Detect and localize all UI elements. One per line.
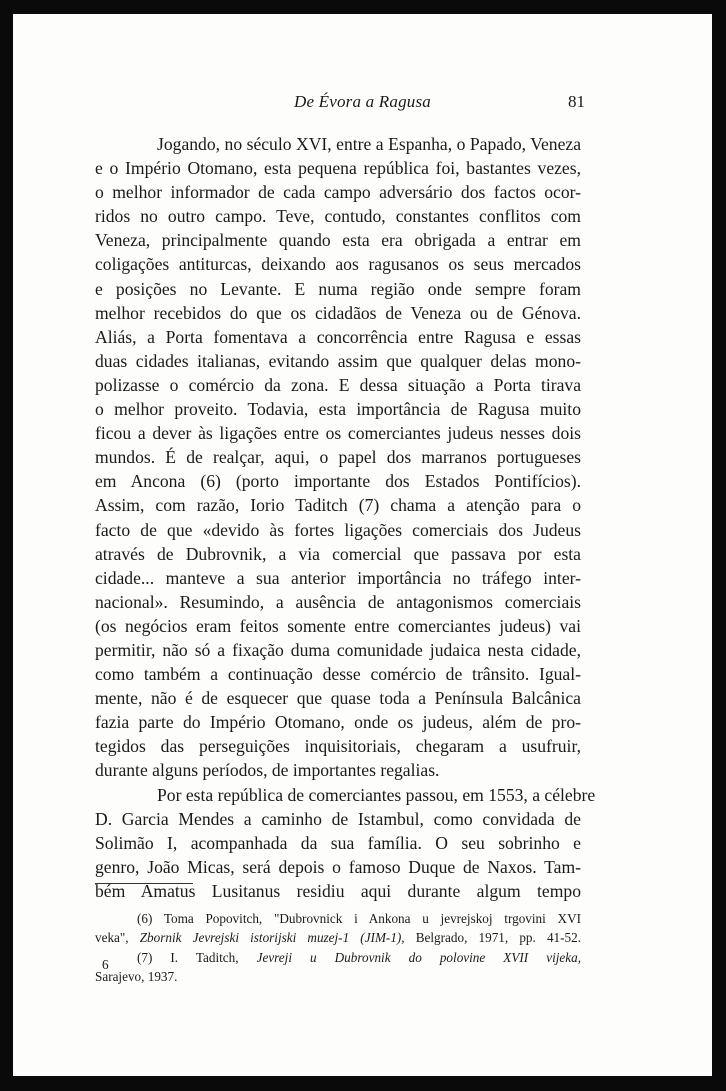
page-number: 81 [568,92,585,111]
text-line: o melhor proveito. Todavia, esta importância de Ragusa muito [95,399,581,420]
book-page [13,14,712,1076]
text-line: facto de que «devido às fortes ligações comerciais dos Judeus [95,519,581,540]
footnote-7-line: Sarajevo, 1937. [95,969,178,985]
text-line: Solimão I, acompanhada da sua família. O seu sobrinho e [95,832,581,853]
signature-mark: 6 [102,957,109,972]
footnote-6-line: (6) Toma Popovitch, "Dubrovnick i Ankona u jevrejskoj trgovini XVI [137,911,581,926]
footnote-source-title: Jevreji u Dubrovnik do polovine XVII vijeka, [256,949,581,965]
running-title: De Évora a Ragusa [293,92,432,111]
text-line: durante alguns períodos, de importantes regalias. [95,760,440,781]
text-line: coligações antiturcas, deixando aos ragusanos os seus mercados [95,254,581,275]
text-line: como também a continuação desse comércio de trânsito. Igual- [95,664,581,685]
text-line: permitir, não só a fixação duma comunidade judaica nesta cidade, [95,639,581,660]
footnote-text: (7) I. Taditch, [137,949,257,965]
footnote-divider [95,883,193,884]
body-text [95,132,596,903]
text-line: e posições no Levante. E numa região onde sempre foram [95,278,581,299]
text-line: bém Amatus Lusitanus residiu aqui durante algum tempo [95,880,581,901]
text-line: cidade... manteve a sua anterior importância no tráfego inter- [95,567,581,588]
text-line: genro, João Micas, será depois o famoso Duque de Naxos. Tam- [95,856,581,877]
text-line: (os negócios eram feitos somente entre comerciantes judeus) vai [95,615,581,636]
text-line: Veneza, principalmente quando esta era obrigada a entrar em [95,230,581,251]
text-line: mundos. É de realçar, aqui, o papel dos marranos portugueses [95,447,581,468]
footnote-text: veka", [95,930,140,946]
text-line: ridos no outro campo. Teve, contudo, constantes conflitos com [95,206,581,227]
text-line: melhor recebidos do que os cidadãos de Veneza ou de Génova. [95,302,581,323]
text-line: mente, não é de esquecer que quase toda a Península Balcânica [95,688,581,709]
text-line: nacional». Resumindo, a ausência de antagonismos comerciais [95,591,581,612]
text-line: Jogando, no século XVI, entre a Espanha, o Papado, Veneza [157,134,581,154]
text-line: e o Império Otomano, esta pequena república foi, bastantes vezes, [95,158,581,179]
text-line: Por esta república de comerciantes passou, em 1553, a célebre [157,784,596,805]
footnote-6-line [95,928,581,947]
text-line: ficou a dever às ligações entre os comerciantes judeus nesses dois [95,423,581,444]
footnote-text: Belgrado, 1971, pp. 41-52. [404,930,582,946]
text-line: D. Garcia Mendes a caminho de Istambul, como convidada de [95,808,581,829]
footnote-source-title: Zbornik Jevrejski istorijski muzej-1 (JIM-1), [139,930,405,946]
text-line: polizasse o comércio da zona. E dessa situação a Porta tirava [95,374,581,395]
text-line: o melhor informador de cada campo adversário dos factos ocor- [95,182,581,203]
text-line: Aliás, a Porta fomentava a concorrência entre Ragusa e essas [95,326,581,347]
text-line: através de Dubrovnik, a via comercial que passava por esta [95,543,581,564]
text-line: fazia parte do Império Otomano, onde os judeus, além de pro- [95,712,581,733]
text-line: em Ancona (6) (porto importante dos Estados Pontifícios). [95,471,581,492]
text-line: Assim, com razão, Iorio Taditch (7) chama a atenção para o [95,495,581,516]
text-line: duas cidades italianas, evitando assim que qualquer delas mono- [95,350,581,371]
text-line: tegidos das perseguições inquisitoriais, chegaram a usufruir, [95,736,581,757]
footnote-7-line [95,948,581,967]
footnotes [95,909,581,987]
running-head [13,92,712,118]
